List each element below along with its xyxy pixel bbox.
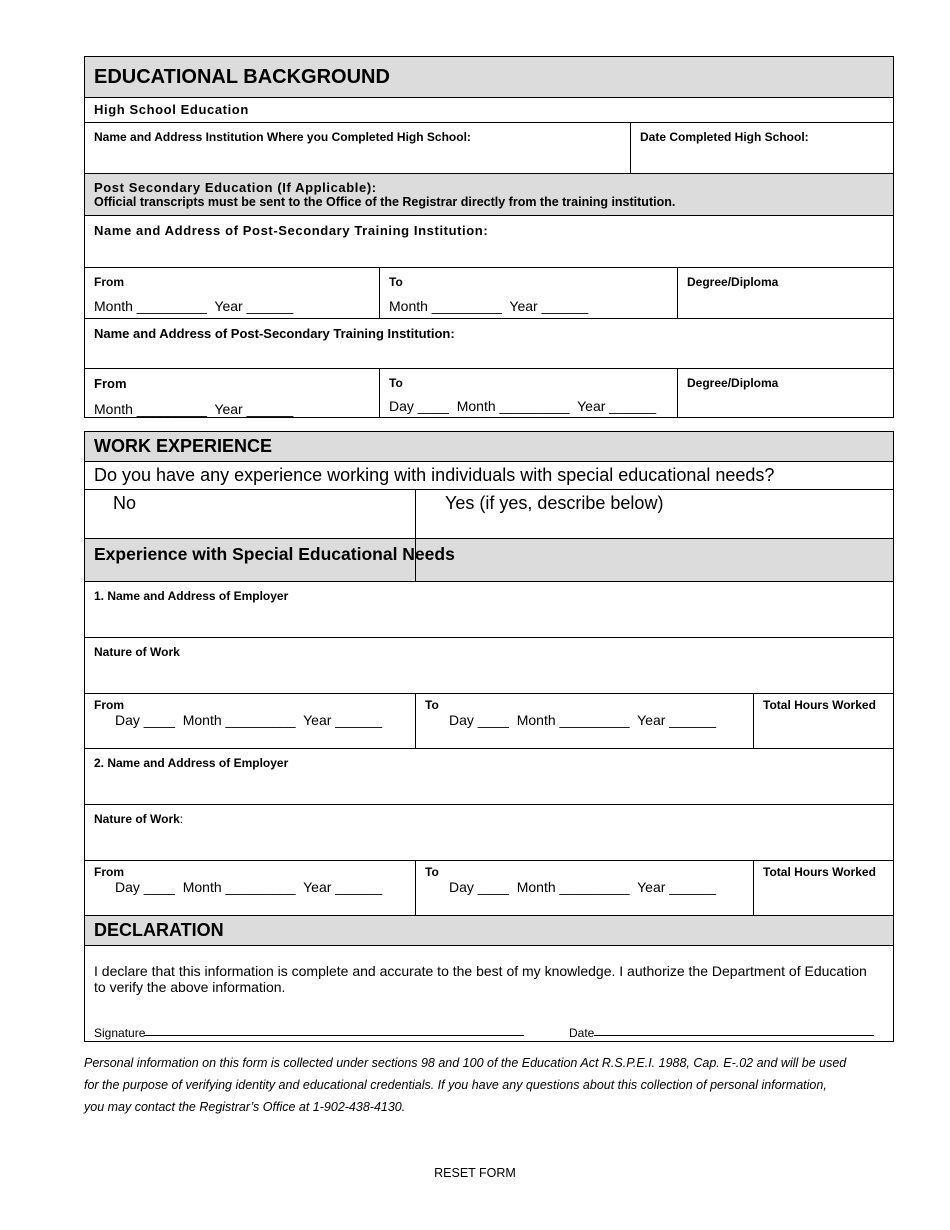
educational-background-section	[84, 56, 894, 418]
hours-label: Total Hours Worked	[763, 865, 876, 879]
institution-2-name-row	[85, 318, 893, 368]
to-fields: Month _________ Year ______	[389, 298, 589, 314]
institution-2-to-field[interactable]	[379, 369, 677, 417]
date-line	[594, 1035, 874, 1036]
institution-1-to-field[interactable]	[379, 268, 677, 318]
section-title: EDUCATIONAL BACKGROUND	[94, 66, 390, 88]
work-experience-section	[84, 431, 894, 1042]
privacy-notice	[84, 1052, 884, 1118]
special-needs-header: Experience with Special Educational Needs	[94, 544, 455, 564]
post-secondary-header-row	[85, 173, 893, 215]
employer-2-nature-field[interactable]	[85, 805, 893, 860]
declaration-text: I declare that this information is complete and accurate to the best of my knowledge. I authorize the Department of Education to verify the above information.	[94, 963, 867, 995]
degree-label: Degree/Diploma	[687, 275, 779, 289]
high-school-header-row	[85, 97, 893, 122]
institution-1-name-row	[85, 215, 893, 267]
institution-2-from-field[interactable]	[85, 369, 379, 417]
high-school-date-field[interactable]	[630, 123, 893, 173]
from-label: From	[94, 865, 124, 879]
special-needs-header-row	[85, 538, 893, 581]
from-label: From	[94, 275, 124, 289]
to-fields: Day ____ Month _________ Year ______	[389, 398, 657, 414]
nature-label: Nature of Work	[94, 812, 180, 826]
high-school-row	[85, 122, 893, 173]
special-needs-question: Do you have any experience working with individuals with special educational needs?	[94, 465, 775, 485]
institution-2-degree-field[interactable]	[677, 369, 893, 417]
signature-label: Signature	[94, 1026, 146, 1040]
institution-2-name-field[interactable]	[85, 319, 893, 368]
employer-1-nature-field[interactable]	[85, 638, 893, 693]
nature-label-wrap	[94, 812, 893, 826]
institution-2-dates-row	[85, 368, 893, 417]
employer-1-from-field[interactable]	[85, 694, 415, 748]
employer-1-name-field[interactable]	[85, 582, 893, 637]
to-fields: Day ____ Month _________ Year ______	[449, 712, 717, 728]
employer-1-hours-field[interactable]	[753, 694, 893, 748]
employer-1-name-label: 1. Name and Address of Employer	[94, 589, 289, 603]
employer-1-dates-row	[85, 693, 893, 748]
to-fields: Day ____ Month _________ Year ______	[449, 879, 717, 895]
option-yes[interactable]	[415, 490, 893, 538]
high-school-date-label: Date Completed High School:	[640, 130, 809, 144]
option-no-label: No	[113, 493, 137, 513]
institution-1-from-field[interactable]	[85, 268, 379, 318]
section-header	[85, 432, 893, 461]
privacy-line-1: Personal information on this form is collected under sections 98 and 100 of the Education Act R.S.P.E.I. 1988, Cap. E-.02 and will be used	[84, 1056, 847, 1070]
high-school-name-field[interactable]	[85, 123, 630, 173]
signature-field[interactable]	[94, 1024, 524, 1042]
section-header	[85, 57, 893, 97]
institution-1-name-label: Name and Address of Post-Secondary Training Institution:	[94, 223, 489, 238]
degree-label: Degree/Diploma	[687, 376, 779, 390]
post-secondary-note: Official transcripts must be sent to the Office of the Registrar directly from the training institution.	[94, 195, 676, 209]
employer-2-name-field[interactable]	[85, 749, 893, 804]
privacy-line-3: you may contact the Registrar’s Office at 1-902-438-4130.	[84, 1100, 406, 1114]
institution-1-name-field[interactable]	[85, 216, 893, 267]
declaration-header-row	[85, 915, 893, 945]
date-label: Date	[569, 1026, 595, 1040]
high-school-header: High School Education	[94, 102, 249, 117]
to-label: To	[389, 376, 403, 390]
institution-2-name-label: Name and Address of Post-Secondary Training Institution:	[94, 326, 455, 341]
declaration-title: DECLARATION	[94, 920, 224, 940]
to-label: To	[389, 275, 403, 289]
employer-2-to-field[interactable]	[415, 861, 753, 915]
answer-row	[85, 489, 893, 538]
option-yes-label: Yes (if yes, describe below)	[445, 493, 664, 513]
employer-2-name-label: 2. Name and Address of Employer	[94, 756, 289, 770]
institution-1-degree-field[interactable]	[677, 268, 893, 318]
employer-1-nature-row	[85, 637, 893, 693]
from-fields: Day ____ Month _________ Year ______	[115, 712, 383, 728]
employer-1-name-row	[85, 581, 893, 637]
signature-line	[144, 1035, 524, 1036]
employer-2-dates-row	[85, 860, 893, 915]
from-fields: Month _________ Year ______	[94, 298, 294, 314]
institution-1-dates-row	[85, 267, 893, 318]
to-label: To	[425, 698, 439, 712]
from-fields: Day ____ Month _________ Year ______	[115, 879, 383, 895]
post-secondary-header: Post Secondary Education (If Applicable):	[94, 180, 377, 195]
employer-2-hours-field[interactable]	[753, 861, 893, 915]
section-title: WORK EXPERIENCE	[94, 436, 273, 456]
option-no[interactable]	[85, 490, 415, 538]
privacy-line-2: for the purpose of verifying identity and educational credentials. If you have any questions about this collection of personal information,	[84, 1078, 827, 1092]
employer-2-nature-row	[85, 804, 893, 860]
to-label: To	[425, 865, 439, 879]
from-label: From	[94, 376, 127, 391]
hours-label: Total Hours Worked	[763, 698, 876, 712]
employer-2-name-row	[85, 748, 893, 804]
reset-form-button[interactable]: RESET FORM	[434, 1166, 516, 1180]
nature-label: Nature of Work	[94, 645, 180, 659]
employer-2-from-field[interactable]	[85, 861, 415, 915]
high-school-name-label: Name and Address Institution Where you Completed High School:	[94, 130, 471, 144]
from-fields: Month _________ Year ______	[94, 401, 294, 417]
employer-1-to-field[interactable]	[415, 694, 753, 748]
date-field[interactable]	[569, 1024, 874, 1042]
from-label: From	[94, 698, 124, 712]
nature-colon: :	[179, 812, 184, 826]
declaration-row	[85, 945, 893, 1041]
question-row	[85, 461, 893, 489]
